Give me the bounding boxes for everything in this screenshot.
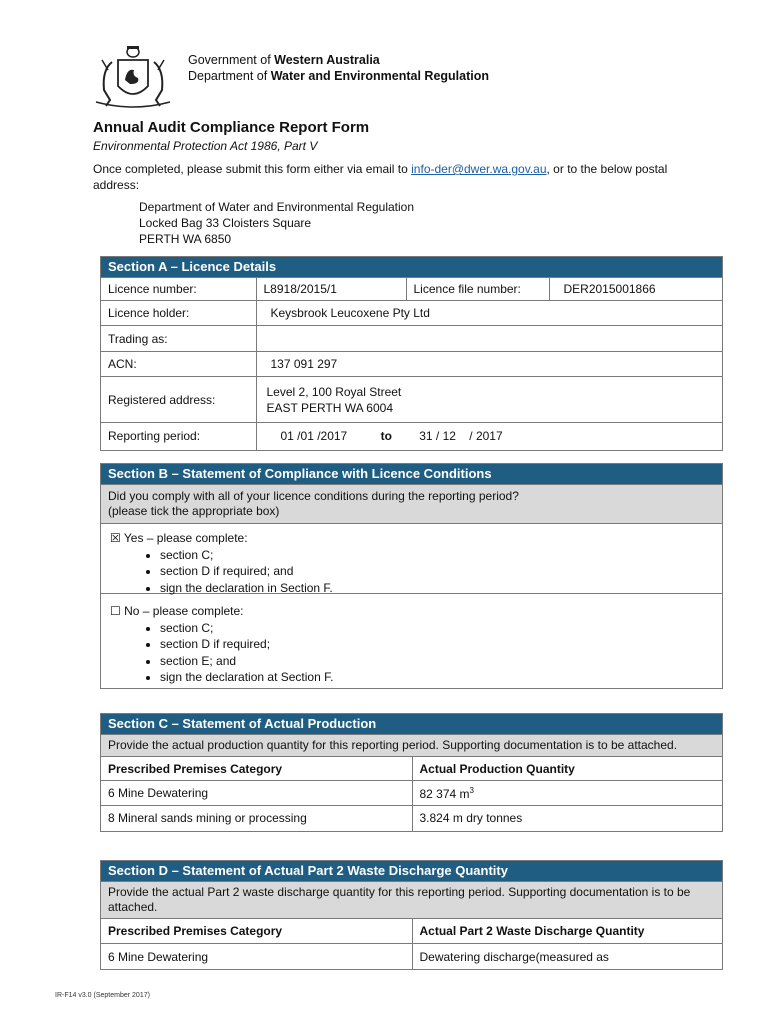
discharge-field[interactable]: Dewatering discharge(measured as [412, 944, 722, 970]
table-row [101, 944, 722, 970]
waste-discharge-table [101, 918, 722, 970]
category-cell: 8 Mineral sands mining or processing [101, 806, 412, 831]
licence-number-field[interactable]: L8918/2015/1 [256, 278, 406, 301]
licence-number-label: Licence number: [101, 278, 256, 301]
wa-coat-of-arms-logo [92, 40, 174, 108]
section-d-heading: Section D – Statement of Actual Part 2 Waste Discharge Quantity [101, 861, 722, 881]
period-to[interactable]: 31 / 12 / 2017 [419, 429, 503, 444]
section-c-instructions: Provide the actual production quantity for this reporting period. Supporting documentation is to be attached. [101, 734, 722, 756]
quantity-field[interactable]: 82 374 $m^3$ [412, 781, 722, 806]
category-header: Prescribed Premises Category [101, 919, 412, 944]
yes-option [101, 523, 722, 593]
category-cell: 6 Mine Dewatering [101, 781, 412, 806]
section-a [100, 256, 723, 451]
list-item: • section E; and [160, 653, 714, 670]
list-item: • sign the declaration at Section F. [160, 669, 714, 686]
licence-details-table [101, 277, 722, 450]
no-checkbox[interactable]: ☐ [110, 604, 121, 618]
section-b-heading: Section B – Statement of Compliance with Licence Conditions [101, 464, 722, 484]
postal-address: Department of Water and Environmental Regulation Locked Bag 33 Cloisters Square PERTH WA 6850 [139, 200, 415, 246]
list-item: • section C; [160, 620, 714, 637]
yes-checkbox[interactable]: ☒ [110, 531, 121, 545]
production-table [101, 756, 722, 831]
category-cell: 6 Mine Dewatering [101, 944, 412, 970]
table-row [101, 806, 722, 831]
section-d [100, 860, 723, 970]
form-title: Annual Audit Compliance Report Form [93, 119, 370, 136]
licence-holder-field[interactable]: Keysbrook Leucoxene Pty Ltd [256, 301, 722, 326]
section-c-heading: Section C – Statement of Actual Production [101, 714, 722, 734]
trading-as-field[interactable] [256, 326, 722, 352]
no-option [101, 593, 722, 688]
list-item: • section D if required; [160, 636, 714, 653]
section-c [100, 713, 723, 832]
quantity-field[interactable]: 3.824 m dry tonnes [412, 806, 722, 831]
form-version: IR-F14 v3.0 (September 2017) [55, 992, 150, 999]
licence-file-field[interactable]: DER2015001866 [549, 278, 722, 301]
category-header: Prescribed Premises Category [101, 757, 412, 781]
registered-address-label: Registered address: [101, 377, 256, 423]
section-b-question: Did you comply with all of your licence conditions during the reporting period? (please tick the appropriate box) [101, 484, 722, 523]
licence-holder-label: Licence holder: [101, 301, 256, 326]
period-to-word: to [380, 429, 392, 444]
registered-address-field[interactable]: Level 2, 100 Royal Street EAST PERTH WA 6004 [256, 377, 722, 423]
list-item: • section D if required; and [160, 563, 714, 580]
form-subtitle: Environmental Protection Act 1986, Part V [93, 139, 318, 153]
reporting-period-field[interactable] [256, 423, 722, 450]
section-a-heading: Section A – Licence Details [101, 257, 722, 277]
section-b [100, 463, 723, 689]
section-d-instructions: Provide the actual Part 2 waste discharge quantity for this reporting period. Supporting documentation is to be attached. [101, 881, 722, 918]
licence-file-label: Licence file number: [406, 278, 549, 301]
acn-label: ACN: [101, 352, 256, 377]
table-row [101, 781, 722, 806]
page-header [92, 40, 692, 108]
submission-instructions: Once completed, please submit this form either via email to info-der@dwer.wa.gov.au, or to the below postal address: [93, 162, 668, 192]
list-item: • section C; [160, 547, 714, 564]
list-item: • sign the declaration in Section F. [160, 580, 714, 597]
email-link[interactable]: info-der@dwer.wa.gov.au [411, 162, 547, 176]
yes-label: Yes – please complete: [123, 531, 248, 545]
acn-field[interactable]: 137 091 297 [256, 352, 722, 377]
reporting-period-label: Reporting period: [101, 423, 256, 450]
organisation-name: Government of Western Australia Department of Water and Environmental Regulation [188, 53, 489, 83]
no-label: No – please complete: [124, 604, 244, 618]
trading-as-label: Trading as: [101, 326, 256, 352]
discharge-header: Actual Part 2 Waste Discharge Quantity [412, 919, 722, 944]
period-from[interactable]: 01 /01 /2017 [280, 429, 348, 444]
quantity-header: Actual Production Quantity [412, 757, 722, 781]
